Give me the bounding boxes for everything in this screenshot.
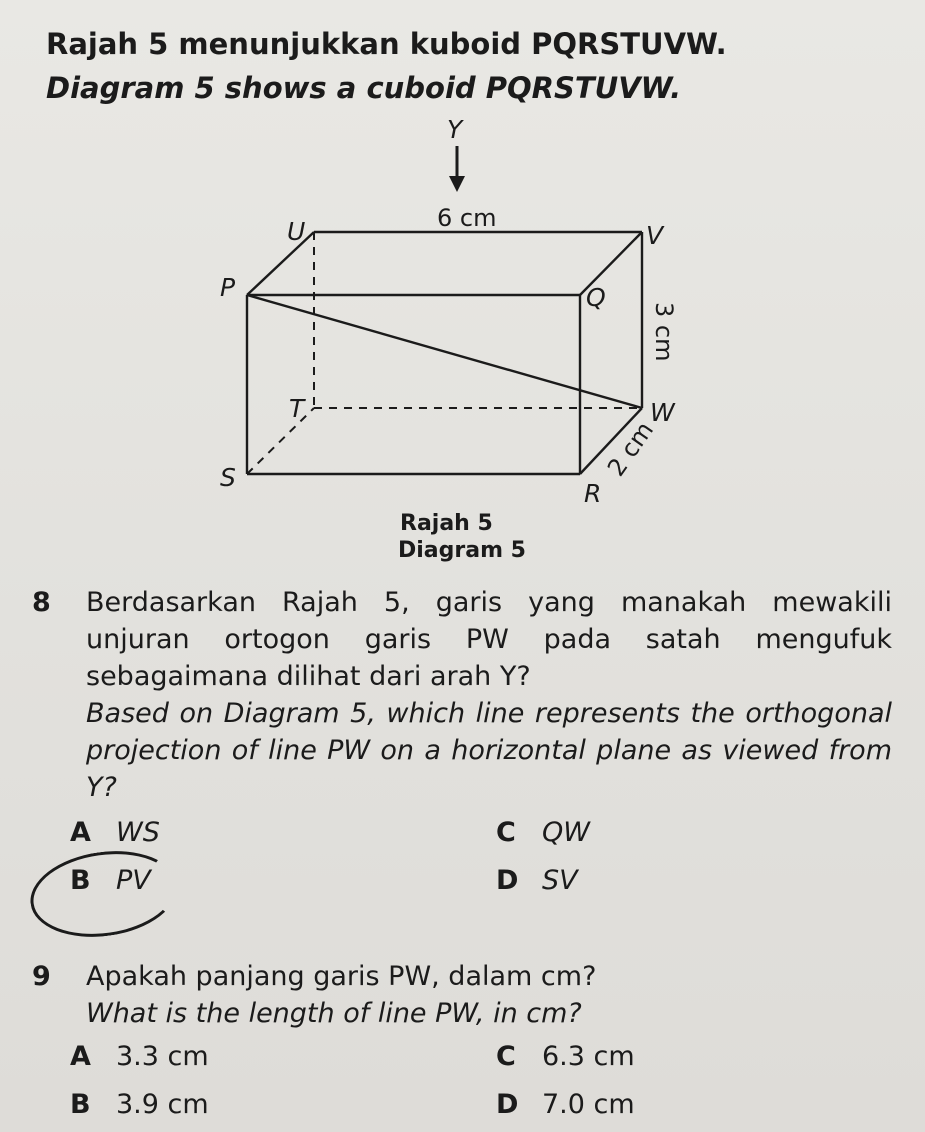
q9-option-d[interactable]	[496, 1088, 635, 1122]
option-letter: B	[70, 865, 91, 896]
line-PW	[247, 295, 642, 408]
vertex-P: P	[220, 273, 236, 302]
question-text-english: Based on Diagram 5, which line represents the orthogonal projection of line PW on a horizontal plane as viewed from Y?	[86, 698, 892, 803]
diagram-caption-english: Diagram 5	[398, 538, 526, 563]
vertex-V: V	[646, 221, 664, 250]
question-text-malay: Apakah panjang garis PW, dalam cm?	[86, 961, 597, 992]
q8-option-c[interactable]	[496, 816, 590, 850]
question-text	[86, 584, 892, 806]
q9-option-b[interactable]	[70, 1088, 209, 1122]
option-letter: C	[496, 1041, 516, 1072]
vertex-W: W	[650, 398, 675, 427]
vertex-Q: Q	[586, 283, 606, 312]
intro-malay: Rajah 5 menunjukkan kuboid PQRSTUVW.	[46, 27, 727, 61]
question-text-english: What is the length of line PW, in cm?	[86, 998, 582, 1029]
view-arrow-head	[449, 176, 465, 192]
question-number: 8	[32, 587, 51, 618]
q9-option-a[interactable]	[70, 1040, 209, 1074]
option-text: 3.3 cm	[116, 1041, 209, 1072]
option-letter: D	[496, 1089, 519, 1120]
intro-english: Diagram 5 shows a cuboid PQRSTUVW.	[46, 71, 682, 105]
vertex-T: T	[289, 394, 305, 423]
dimension-width: 2 cm	[601, 416, 660, 482]
option-text: 7.0 cm	[542, 1089, 635, 1120]
option-letter: A	[70, 1041, 91, 1072]
question-text	[86, 958, 892, 1032]
q9-option-c[interactable]	[496, 1040, 635, 1074]
option-text: 6.3 cm	[542, 1041, 635, 1072]
option-letter: B	[70, 1089, 91, 1120]
q8-option-d[interactable]	[496, 864, 578, 898]
option-letter: D	[496, 865, 519, 896]
question-9	[32, 958, 892, 1032]
vertex-S: S	[220, 463, 236, 492]
cuboid-edges	[247, 232, 642, 474]
option-text: WS	[116, 817, 160, 848]
dimension-height: 3 cm	[650, 302, 678, 362]
option-text: PV	[116, 865, 151, 896]
option-letter: C	[496, 817, 516, 848]
question-number: 9	[32, 961, 51, 992]
answer-circle-mark	[25, 842, 183, 946]
question-text-malay: Berdasarkan Rajah 5, garis yang manakah mewakili unjuran ortogon garis PW pada satah mengufuk sebagaimana dilihat dari arah Y?	[86, 587, 892, 692]
option-letter: A	[70, 817, 91, 848]
vertex-U: U	[287, 217, 306, 246]
option-text: 3.9 cm	[116, 1089, 209, 1120]
option-text: SV	[542, 865, 578, 896]
vertex-R: R	[584, 479, 602, 508]
q8-option-a[interactable]	[70, 816, 160, 850]
dimension-length: 6 cm	[437, 204, 497, 232]
question-8	[32, 584, 892, 806]
view-direction-label: Y	[447, 115, 463, 144]
diagram-caption-malay: Rajah 5	[400, 511, 493, 536]
option-text: QW	[542, 817, 590, 848]
